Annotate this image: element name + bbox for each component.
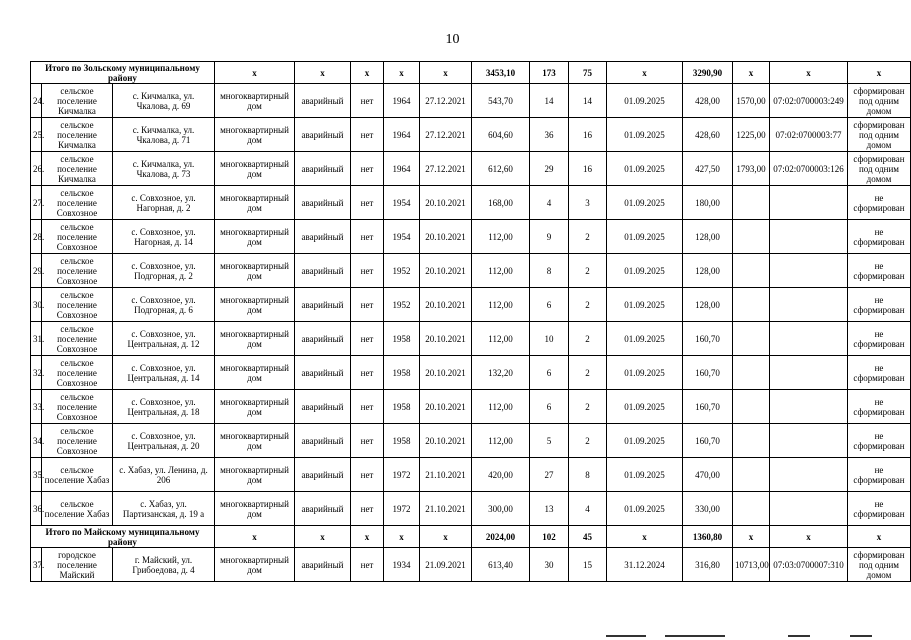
total-cell: 102 (530, 526, 569, 548)
total-cell: x (607, 62, 683, 84)
deadline-cell: 01.09.2025 (607, 322, 683, 356)
year-cell: 1954 (384, 186, 420, 220)
area2-cell: 330,00 (683, 492, 733, 526)
total-cell: 2024,00 (472, 526, 530, 548)
address-cell: с. Совхозное, ул. Центральная, д. 14 (113, 356, 215, 390)
cadastral-number-cell: 07:02:0700003:249 (770, 84, 848, 118)
total-label: Итого по Майскому муниципальному району (31, 526, 215, 548)
row-number: 37. (31, 548, 42, 582)
land-area-cell (733, 390, 770, 424)
address-cell: с. Кичмалка, ул. Чкалова, д. 71 (113, 118, 215, 152)
row-number: 25. (31, 118, 42, 152)
total-row (31, 62, 911, 84)
status-cell: аварийный (295, 458, 351, 492)
year-cell: 1952 (384, 288, 420, 322)
date-cell: 20.10.2021 (420, 424, 472, 458)
date-cell: 20.10.2021 (420, 220, 472, 254)
deadline-cell: 01.09.2025 (607, 186, 683, 220)
building-type-cell: многоквартирный дом (215, 492, 295, 526)
residents-cell: 9 (530, 220, 569, 254)
year-cell: 1958 (384, 356, 420, 390)
rooms-cell: 2 (569, 356, 607, 390)
total-cell: x (351, 526, 384, 548)
building-type-cell: многоквартирный дом (215, 322, 295, 356)
date-cell: 21.10.2021 (420, 458, 472, 492)
building-type-cell: многоквартирный дом (215, 390, 295, 424)
building-type-cell: многоквартирный дом (215, 152, 295, 186)
status-cell: аварийный (295, 254, 351, 288)
table-row (31, 254, 911, 288)
area-cell: 112,00 (472, 288, 530, 322)
date-cell: 20.10.2021 (420, 322, 472, 356)
area2-cell: 160,70 (683, 356, 733, 390)
date-cell: 27.12.2021 (420, 118, 472, 152)
land-area-cell (733, 424, 770, 458)
deadline-cell: 01.09.2025 (607, 288, 683, 322)
table-row (31, 220, 911, 254)
total-cell: x (733, 526, 770, 548)
status-cell: аварийный (295, 152, 351, 186)
total-cell: x (384, 62, 420, 84)
building-type-cell: многоквартирный дом (215, 186, 295, 220)
land-area-cell (733, 254, 770, 288)
land-area-cell: 1570,00 (733, 84, 770, 118)
status-cell: аварийный (295, 288, 351, 322)
address-cell: с. Совхозное, ул. Центральная, д. 18 (113, 390, 215, 424)
area-cell: 112,00 (472, 390, 530, 424)
date-cell: 20.10.2021 (420, 288, 472, 322)
total-cell: x (295, 62, 351, 84)
total-cell: x (295, 526, 351, 548)
area-cell: 420,00 (472, 458, 530, 492)
rooms-cell: 2 (569, 322, 607, 356)
total-cell: x (420, 62, 472, 84)
scan-artifact-marks (0, 630, 905, 640)
area2-cell: 160,70 (683, 322, 733, 356)
table-row (31, 186, 911, 220)
total-cell: 1360,80 (683, 526, 733, 548)
total-cell: 173 (530, 62, 569, 84)
cadastral-number-cell (770, 424, 848, 458)
table-row (31, 288, 911, 322)
area2-cell: 160,70 (683, 424, 733, 458)
table-row (31, 424, 911, 458)
land-area-cell (733, 322, 770, 356)
land-formed-cell: не сформирован (848, 424, 911, 458)
area2-cell: 428,60 (683, 118, 733, 152)
residents-cell: 14 (530, 84, 569, 118)
area-cell: 112,00 (472, 322, 530, 356)
year-cell: 1964 (384, 152, 420, 186)
total-cell: x (215, 526, 295, 548)
date-cell: 27.12.2021 (420, 152, 472, 186)
area2-cell: 470,00 (683, 458, 733, 492)
row-number: 33. (31, 390, 42, 424)
deadline-cell: 01.09.2025 (607, 356, 683, 390)
rooms-cell: 3 (569, 186, 607, 220)
residents-cell: 8 (530, 254, 569, 288)
rooms-cell: 2 (569, 254, 607, 288)
total-cell: x (770, 526, 848, 548)
rooms-cell: 2 (569, 424, 607, 458)
flag-cell: нет (351, 458, 384, 492)
status-cell: аварийный (295, 118, 351, 152)
area-cell: 112,00 (472, 254, 530, 288)
land-formed-cell: не сформирован (848, 254, 911, 288)
land-area-cell (733, 458, 770, 492)
area-cell: 300,00 (472, 492, 530, 526)
building-type-cell: многоквартирный дом (215, 356, 295, 390)
address-cell: г. Майский, ул. Грибоедова, д. 4 (113, 548, 215, 582)
land-formed-cell: сформирован под одним домом (848, 548, 911, 582)
rooms-cell: 2 (569, 390, 607, 424)
total-cell: x (215, 62, 295, 84)
residents-cell: 29 (530, 152, 569, 186)
land-formed-cell: сформирован под одним домом (848, 84, 911, 118)
status-cell: аварийный (295, 390, 351, 424)
residents-cell: 6 (530, 288, 569, 322)
flag-cell: нет (351, 118, 384, 152)
date-cell: 20.10.2021 (420, 254, 472, 288)
year-cell: 1934 (384, 548, 420, 582)
date-cell: 27.12.2021 (420, 84, 472, 118)
status-cell: аварийный (295, 424, 351, 458)
settlement-cell: сельское поселение Совхозное (42, 390, 113, 424)
area-cell: 112,00 (472, 424, 530, 458)
settlement-cell: сельское поселение Хабаз (42, 458, 113, 492)
settlement-cell: сельское поселение Совхозное (42, 424, 113, 458)
total-cell: x (848, 526, 911, 548)
rooms-cell: 2 (569, 288, 607, 322)
area2-cell: 160,70 (683, 390, 733, 424)
table-row (31, 84, 911, 118)
emergency-housing-table (30, 61, 911, 582)
address-cell: с. Совхозное, ул. Подгорная, д. 6 (113, 288, 215, 322)
status-cell: аварийный (295, 186, 351, 220)
row-number: 26. (31, 152, 42, 186)
settlement-cell: сельское поселение Совхозное (42, 322, 113, 356)
status-cell: аварийный (295, 220, 351, 254)
deadline-cell: 01.09.2025 (607, 390, 683, 424)
flag-cell: нет (351, 492, 384, 526)
rooms-cell: 16 (569, 152, 607, 186)
building-type-cell: многоквартирный дом (215, 548, 295, 582)
address-cell: с. Совхозное, ул. Центральная, д. 12 (113, 322, 215, 356)
land-formed-cell: не сформирован (848, 322, 911, 356)
rooms-cell: 8 (569, 458, 607, 492)
building-type-cell: многоквартирный дом (215, 220, 295, 254)
area-cell: 112,00 (472, 220, 530, 254)
table-row (31, 548, 911, 582)
rooms-cell: 15 (569, 548, 607, 582)
row-number: 34. (31, 424, 42, 458)
land-area-cell (733, 220, 770, 254)
land-area-cell (733, 288, 770, 322)
building-type-cell: многоквартирный дом (215, 118, 295, 152)
status-cell: аварийный (295, 84, 351, 118)
deadline-cell: 01.09.2025 (607, 84, 683, 118)
land-area-cell (733, 186, 770, 220)
year-cell: 1964 (384, 84, 420, 118)
area2-cell: 180,00 (683, 186, 733, 220)
date-cell: 21.10.2021 (420, 492, 472, 526)
deadline-cell: 01.09.2025 (607, 152, 683, 186)
residents-cell: 10 (530, 322, 569, 356)
year-cell: 1964 (384, 118, 420, 152)
flag-cell: нет (351, 186, 384, 220)
land-area-cell: 1225,00 (733, 118, 770, 152)
residents-cell: 6 (530, 390, 569, 424)
land-formed-cell: сформирован под одним домом (848, 118, 911, 152)
year-cell: 1958 (384, 424, 420, 458)
flag-cell: нет (351, 220, 384, 254)
area-cell: 543,70 (472, 84, 530, 118)
area-cell: 168,00 (472, 186, 530, 220)
residents-cell: 36 (530, 118, 569, 152)
date-cell: 20.10.2021 (420, 356, 472, 390)
flag-cell: нет (351, 548, 384, 582)
cadastral-number-cell: 07:02:0700003:126 (770, 152, 848, 186)
building-type-cell: многоквартирный дом (215, 458, 295, 492)
area2-cell: 427,50 (683, 152, 733, 186)
year-cell: 1958 (384, 390, 420, 424)
land-area-cell (733, 492, 770, 526)
flag-cell: нет (351, 424, 384, 458)
area2-cell: 428,00 (683, 84, 733, 118)
address-cell: с. Совхозное, ул. Подгорная, д. 2 (113, 254, 215, 288)
cadastral-number-cell (770, 356, 848, 390)
table-row (31, 322, 911, 356)
status-cell: аварийный (295, 322, 351, 356)
row-number: 36. (31, 492, 42, 526)
residents-cell: 4 (530, 186, 569, 220)
settlement-cell: сельское поселение Совхозное (42, 356, 113, 390)
total-cell: x (420, 526, 472, 548)
year-cell: 1972 (384, 458, 420, 492)
total-cell: x (733, 62, 770, 84)
land-formed-cell: не сформирован (848, 220, 911, 254)
deadline-cell: 01.09.2025 (607, 118, 683, 152)
total-cell: x (770, 62, 848, 84)
status-cell: аварийный (295, 492, 351, 526)
address-cell: с. Кичмалка, ул. Чкалова, д. 73 (113, 152, 215, 186)
flag-cell: нет (351, 84, 384, 118)
flag-cell: нет (351, 288, 384, 322)
cadastral-number-cell (770, 220, 848, 254)
settlement-cell: сельское поселение Кичмалка (42, 118, 113, 152)
residents-cell: 5 (530, 424, 569, 458)
cadastral-number-cell (770, 458, 848, 492)
building-type-cell: многоквартирный дом (215, 254, 295, 288)
cadastral-number-cell (770, 186, 848, 220)
total-cell: 3453,10 (472, 62, 530, 84)
row-number: 28. (31, 220, 42, 254)
settlement-cell: сельское поселение Совхозное (42, 288, 113, 322)
status-cell: аварийный (295, 548, 351, 582)
status-cell: аварийный (295, 356, 351, 390)
total-label: Итого по Зольскому муниципальному району (31, 62, 215, 84)
rooms-cell: 4 (569, 492, 607, 526)
row-number: 30. (31, 288, 42, 322)
total-cell: x (848, 62, 911, 84)
rooms-cell: 16 (569, 118, 607, 152)
rooms-cell: 2 (569, 220, 607, 254)
page-number: 10 (445, 32, 460, 47)
cadastral-number-cell (770, 288, 848, 322)
cadastral-number-cell (770, 254, 848, 288)
land-formed-cell: не сформирован (848, 390, 911, 424)
land-formed-cell: не сформирован (848, 186, 911, 220)
building-type-cell: многоквартирный дом (215, 424, 295, 458)
table-row (31, 152, 911, 186)
table-row (31, 118, 911, 152)
deadline-cell: 31.12.2024 (607, 548, 683, 582)
total-row (31, 526, 911, 548)
cadastral-number-cell (770, 390, 848, 424)
building-type-cell: многоквартирный дом (215, 288, 295, 322)
row-number: 29. (31, 254, 42, 288)
total-cell: 45 (569, 526, 607, 548)
deadline-cell: 01.09.2025 (607, 254, 683, 288)
land-area-cell (733, 356, 770, 390)
area-cell: 604,60 (472, 118, 530, 152)
land-formed-cell: не сформирован (848, 458, 911, 492)
row-number: 31. (31, 322, 42, 356)
area2-cell: 128,00 (683, 288, 733, 322)
table-row (31, 492, 911, 526)
date-cell: 20.10.2021 (420, 186, 472, 220)
settlement-cell: городское поселение Майский (42, 548, 113, 582)
area2-cell: 316,80 (683, 548, 733, 582)
address-cell: с. Кичмалка, ул. Чкалова, д. 69 (113, 84, 215, 118)
cadastral-number-cell (770, 492, 848, 526)
residents-cell: 13 (530, 492, 569, 526)
total-cell: 3290,90 (683, 62, 733, 84)
year-cell: 1954 (384, 220, 420, 254)
deadline-cell: 01.09.2025 (607, 220, 683, 254)
deadline-cell: 01.09.2025 (607, 424, 683, 458)
land-formed-cell: не сформирован (848, 492, 911, 526)
settlement-cell: сельское поселение Кичмалка (42, 84, 113, 118)
year-cell: 1952 (384, 254, 420, 288)
flag-cell: нет (351, 322, 384, 356)
building-type-cell: многоквартирный дом (215, 84, 295, 118)
address-cell: с. Хабаз, ул. Ленина, д. 206 (113, 458, 215, 492)
settlement-cell: сельское поселение Кичмалка (42, 152, 113, 186)
rooms-cell: 14 (569, 84, 607, 118)
flag-cell: нет (351, 390, 384, 424)
area-cell: 613,40 (472, 548, 530, 582)
area2-cell: 128,00 (683, 254, 733, 288)
cadastral-number-cell (770, 322, 848, 356)
flag-cell: нет (351, 254, 384, 288)
date-cell: 20.10.2021 (420, 390, 472, 424)
total-cell: 75 (569, 62, 607, 84)
table-row (31, 356, 911, 390)
land-area-cell: 1793,00 (733, 152, 770, 186)
row-number: 35. (31, 458, 42, 492)
flag-cell: нет (351, 356, 384, 390)
area2-cell: 128,00 (683, 220, 733, 254)
residents-cell: 6 (530, 356, 569, 390)
row-number: 24. (31, 84, 42, 118)
table-row (31, 390, 911, 424)
deadline-cell: 01.09.2025 (607, 458, 683, 492)
area-cell: 612,60 (472, 152, 530, 186)
residents-cell: 27 (530, 458, 569, 492)
row-number: 27. (31, 186, 42, 220)
address-cell: с. Хабаз, ул. Партизанская, д. 19 а (113, 492, 215, 526)
row-number: 32. (31, 356, 42, 390)
total-cell: x (607, 526, 683, 548)
settlement-cell: сельское поселение Хабаз (42, 492, 113, 526)
table-row (31, 458, 911, 492)
land-formed-cell: не сформирован (848, 288, 911, 322)
cadastral-number-cell: 07:02:0700003:77 (770, 118, 848, 152)
land-formed-cell: сформирован под одним домом (848, 152, 911, 186)
settlement-cell: сельское поселение Совхозное (42, 254, 113, 288)
land-formed-cell: не сформирован (848, 356, 911, 390)
total-cell: x (384, 526, 420, 548)
address-cell: с. Совхозное, ул. Центральная, д. 20 (113, 424, 215, 458)
land-area-cell: 10713,00 (733, 548, 770, 582)
total-cell: x (351, 62, 384, 84)
date-cell: 21.09.2021 (420, 548, 472, 582)
flag-cell: нет (351, 152, 384, 186)
cadastral-number-cell: 07:03:0700007:310 (770, 548, 848, 582)
address-cell: с. Совхозное, ул. Нагорная, д. 14 (113, 220, 215, 254)
settlement-cell: сельское поселение Совхозное (42, 220, 113, 254)
address-cell: с. Совхозное, ул. Нагорная, д. 2 (113, 186, 215, 220)
year-cell: 1972 (384, 492, 420, 526)
deadline-cell: 01.09.2025 (607, 492, 683, 526)
residents-cell: 30 (530, 548, 569, 582)
settlement-cell: сельское поселение Совхозное (42, 186, 113, 220)
area-cell: 132,20 (472, 356, 530, 390)
year-cell: 1958 (384, 322, 420, 356)
